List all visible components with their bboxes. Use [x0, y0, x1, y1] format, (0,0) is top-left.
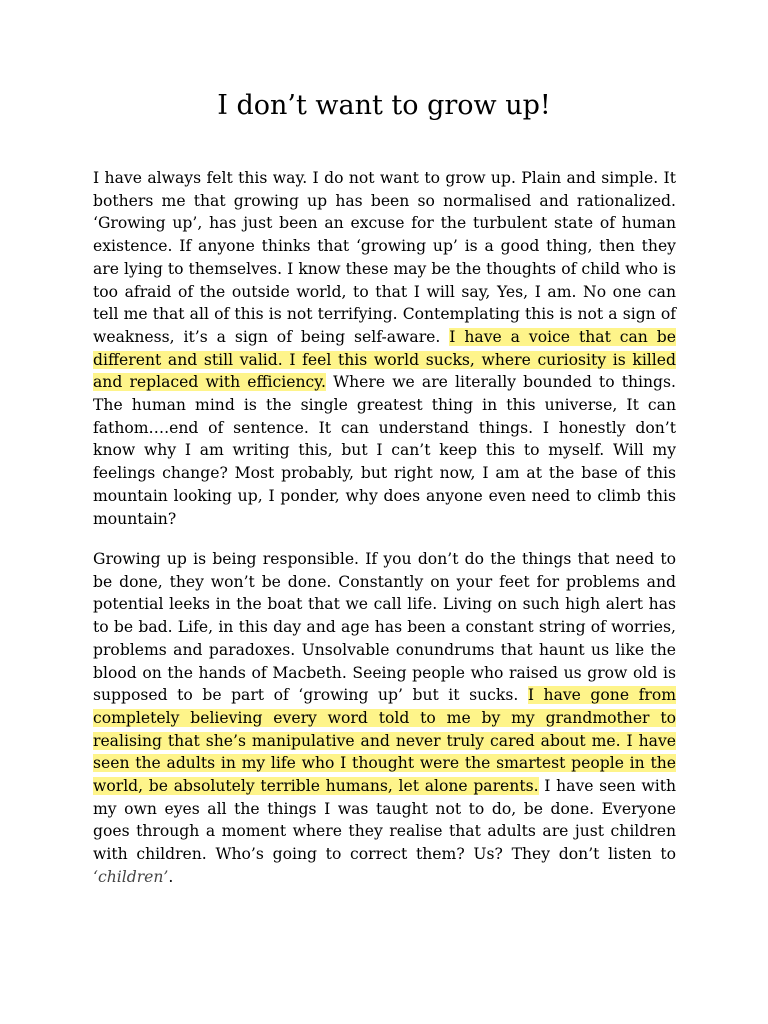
paragraph-2 [93, 548, 676, 889]
paragraph-1-text-end: Where we are literally bounded to things. The human mind is the single greatest thing in this universe, It can fathom….end of sentence. It can understand things. I honestly don’t know why I am writing this, but I can’t keep this to myself. Will my feelings change? Most probably, but right now, I am at the base of this mountain looking up, I ponder, why does anyone even need to climb this mountain? [93, 373, 676, 528]
page-title: I don’t want to grow up! [217, 90, 551, 121]
paragraph-2-highlight: I have gone from completely believing every word told to me by my grandmother to realising that she’s manipulative and never truly cared about me. I have seen the adults in my life who I thought were the smartest people in the world, be absolutely terrible humans, let alone parents. [93, 686, 677, 796]
paragraph-2-text-end: . [168, 867, 174, 886]
paragraph-2-text: Growing up is being responsible. If you don’t do the things that need to be done, they won’t be done. Constantly on your feet for problems and potential leeks in the boat that we call life. Living on such high alert has to be bad. Life, in this day and age has been a constant string of worries, problems and paradoxes. Unsolvable conundrums that haunt us like the blood on the hands of Macbeth. Seeing people who raised us grow old is supposed to be part of ‘growing up’ but it sucks. [93, 550, 676, 705]
paragraph-1 [93, 167, 676, 530]
paragraph-2-italic-children: ‘children’ [93, 867, 169, 886]
paragraph-2-text-middle: I have seen with my own eyes all the things I was taught not to do, be done. Everyone goes through a moment where they realise that adults are just children with children. Who’s going to correct them? Us? They don’t listen to [93, 777, 677, 864]
paragraph-1-text: I have always felt this way. I do not want to grow up. Plain and simple. It bothers me that growing up has been so normalised and rationalized. ‘Growing up’, has just been an excuse for the turbulent state of human existence. If anyone thinks that ‘growing up’ is a good thing, then they are lying to themselves. I know these may be the thoughts of child who is too afraid of the outside world, to that I will say, Yes, I am. No one can tell me that all of this is not terrifying. Contemplating this is not a sign of weakness, it’s a sign of being self-aware. [93, 169, 676, 346]
paragraph-1-highlight: I have a voice that can be different and still valid. I feel this world sucks, where curiosity is killed and replaced with efficiency. [93, 327, 676, 392]
